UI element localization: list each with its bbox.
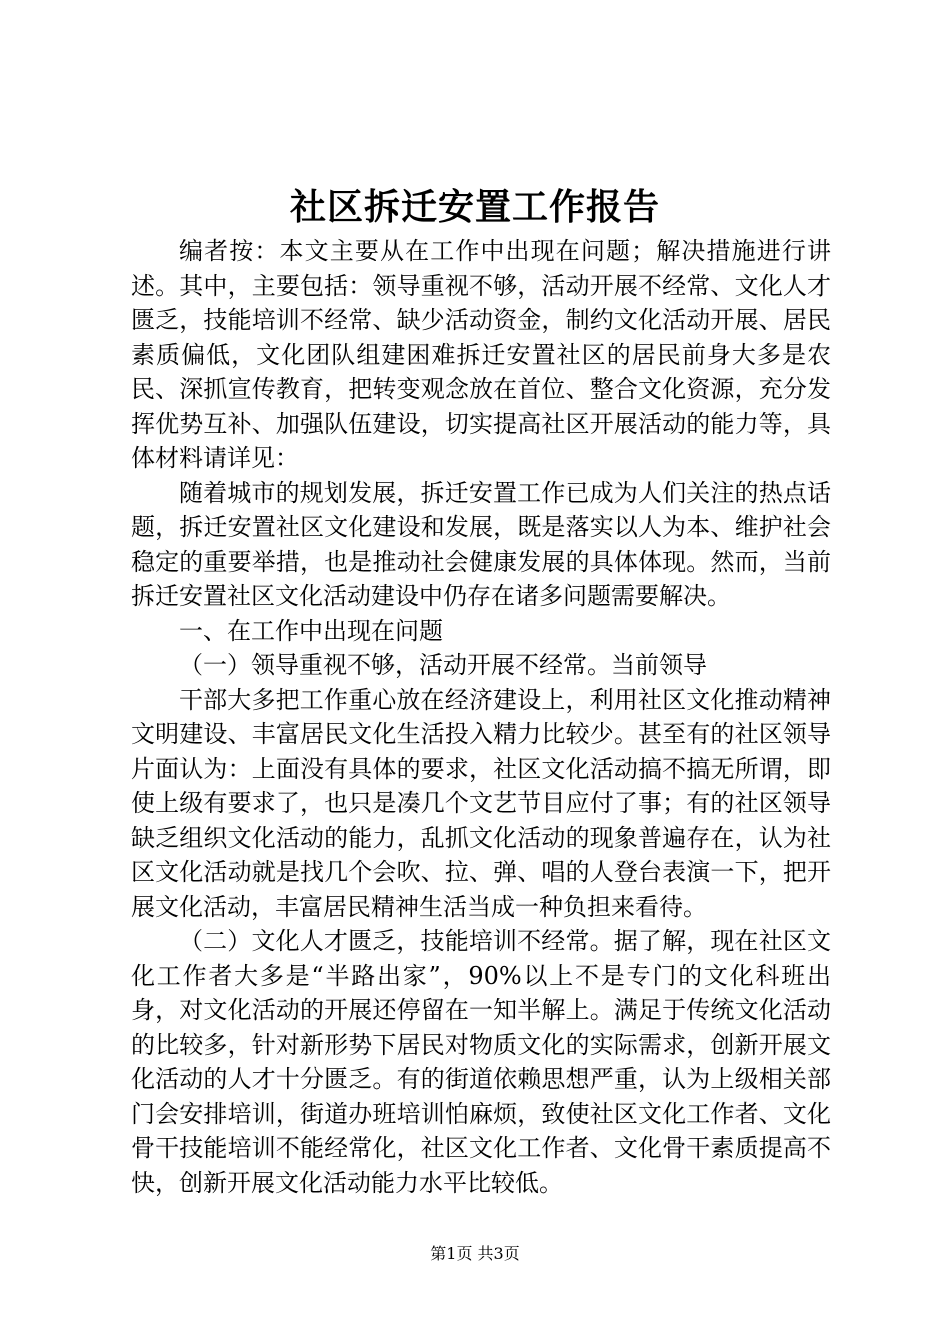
intro-paragraph: 随着城市的规划发展，拆迁安置工作已成为人们关注的热点话题，拆迁安置社区文化建设和发展，既是落实以人为本、维护社会稳定的重要举措，也是推动社会健康发展的具体体现。然而，当前拆迁安置社区文化活动建设中仍存在诸多问题需要解决。 <box>131 478 831 610</box>
document-body <box>131 234 831 1200</box>
section-heading: 一、在工作中出现在问题 <box>179 616 443 645</box>
document-title: 社区拆迁安置工作报告 <box>289 186 660 228</box>
editor-note-paragraph: 编者按：本文主要从在工作中出现在问题；解决措施进行讲述。其中，主要包括：领导重视不够，活动开展不经常、文化人才匮乏，技能培训不经常、缺少活动资金，制约文化活动开展、居民素质偏低，文化团队组建困难拆迁安置社区的居民前身大多是农民、深抓宣传教育，把转变观念放在首位、整合文化资源，充分发挥优势互补、加强队伍建设，切实提高社区开展活动的能力等，具体材料请详见： <box>131 237 831 472</box>
subsection-heading-1: （一）领导重视不够，活动开展不经常。当前领导 <box>179 651 707 679</box>
page-footer: 第1页 共3页 <box>430 1244 520 1263</box>
subsection-paragraph-2: （二）文化人才匮乏，技能培训不经常。据了解，现在社区文化工作者大多是“半路出家”，90%以上不是专门的文化科班出身，对文化活动的开展还停留在一知半解上。满足于传统文化活动的比较多，针对新形势下居民对物质文化的实际需求，创新开展文化活动的人才十分匮乏。有的街道依赖思想严重，认为上级相关部门会安排培训，街道办班培训怕麻烦，致使社区文化工作者、文化骨干技能培训不能经常化，社区文化工作者、文化骨干素质提高不快，创新开展文化活动能力水平比较低。 <box>131 927 831 1197</box>
body-paragraph-1: 干部大多把工作重心放在经济建设上，利用社区文化推动精神文明建设、丰富居民文化生活投入精力比较少。甚至有的社区领导片面认为：上面没有具体的要求，社区文化活动搞不搞无所谓，即使上级有要求了，也只是凑几个文艺节目应付了事；有的社区领导缺乏组织文化活动的能力，乱抓文化活动的现象普遍存在，认为社区文化活动就是找几个会吹、拉、弹、唱的人登台表演一下，把开展文化活动，丰富居民精神生活当成一种负担来看待。 <box>131 685 831 921</box>
